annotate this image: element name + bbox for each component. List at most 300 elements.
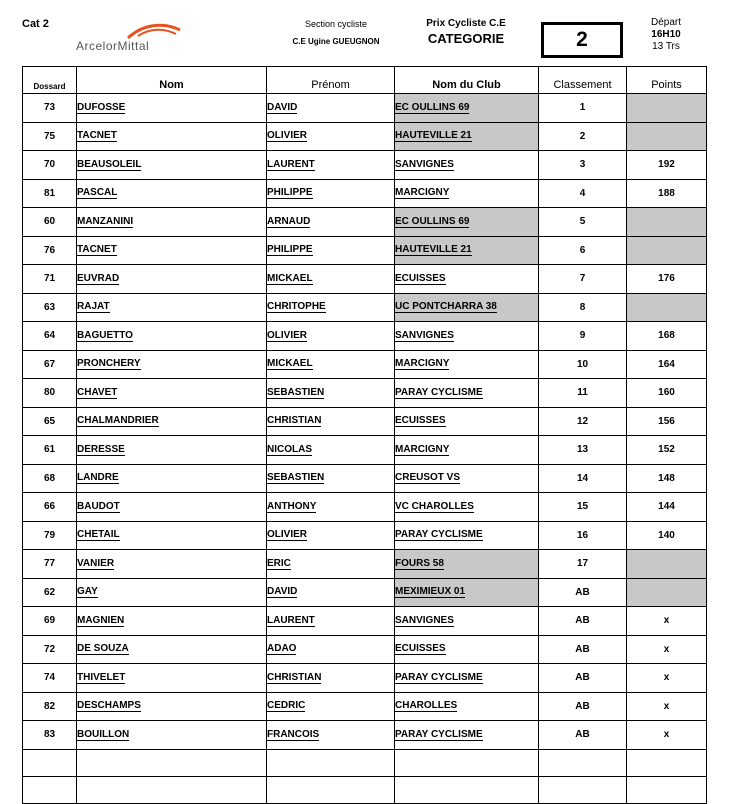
prenom-cell-text: NICOLAS xyxy=(267,443,312,455)
club-cell xyxy=(395,407,539,436)
dossard-cell-text: 61 xyxy=(43,444,56,456)
col-classement: Classement xyxy=(539,67,627,94)
nom-cell-text: DUFOSSE xyxy=(77,101,126,113)
classement-cell-text: AB xyxy=(575,672,590,684)
table-row xyxy=(23,151,707,180)
club-cell-text: ECUISSES xyxy=(395,272,446,284)
section-block xyxy=(286,18,386,48)
club-cell xyxy=(395,493,539,522)
prenom-cell xyxy=(267,322,395,351)
classement-cell-text: AB xyxy=(575,700,590,712)
nom-cell xyxy=(77,578,267,607)
points-cell xyxy=(627,635,707,664)
empty-cell xyxy=(627,749,707,776)
prenom-cell-text: MICKAEL xyxy=(267,358,313,370)
prenom-cell-text: ADAO xyxy=(267,643,297,655)
nom-cell-text: VANIER xyxy=(77,557,115,569)
dossard-cell xyxy=(23,322,77,351)
club-cell xyxy=(395,208,539,237)
prenom-cell xyxy=(267,721,395,750)
dossard-cell xyxy=(23,464,77,493)
empty-cell xyxy=(627,776,707,803)
results-table xyxy=(22,66,707,804)
points-cell xyxy=(627,94,707,123)
points-cell xyxy=(627,692,707,721)
classement-cell-text: AB xyxy=(575,643,590,655)
club-cell-text: CREUSOT VS xyxy=(395,472,461,484)
table-row xyxy=(23,664,707,693)
club-cell xyxy=(395,664,539,693)
empty-cell xyxy=(539,776,627,803)
nom-cell-text: CHALMANDRIER xyxy=(77,415,159,427)
points-cell xyxy=(627,464,707,493)
logo-text: ArcelorMittal xyxy=(76,39,150,53)
dossard-cell xyxy=(23,350,77,379)
table-row xyxy=(23,550,707,579)
classement-cell-text: 4 xyxy=(579,187,586,199)
classement-cell-text: AB xyxy=(575,586,590,598)
col-dossard: Dossard xyxy=(23,67,77,94)
prenom-cell-text: OLIVIER xyxy=(267,130,308,142)
nom-cell xyxy=(77,692,267,721)
club-cell-text: ECUISSES xyxy=(395,643,446,655)
classement-cell xyxy=(539,322,627,351)
dossard-cell xyxy=(23,293,77,322)
table-row xyxy=(23,692,707,721)
dossard-cell xyxy=(23,664,77,693)
prix-block xyxy=(404,18,528,45)
points-cell-text: x xyxy=(663,643,670,655)
dossard-cell-text: 71 xyxy=(43,273,56,285)
dossard-cell xyxy=(23,151,77,180)
empty-row xyxy=(23,776,707,803)
nom-cell-text: RAJAT xyxy=(77,301,110,313)
points-cell-text: x xyxy=(663,672,670,684)
club-cell xyxy=(395,293,539,322)
club-cell-text: PARAY CYCLISME xyxy=(395,728,483,740)
club-cell-text: SANVIGNES xyxy=(395,329,454,341)
dossard-cell-text: 80 xyxy=(43,387,56,399)
classement-cell xyxy=(539,521,627,550)
dossard-cell-text: 72 xyxy=(43,643,56,655)
nom-cell-text: DESCHAMPS xyxy=(77,700,141,712)
empty-cell xyxy=(23,749,77,776)
dossard-cell-text: 62 xyxy=(43,586,56,598)
nom-cell xyxy=(77,521,267,550)
col-nom: Nom xyxy=(77,67,267,94)
prenom-cell xyxy=(267,122,395,151)
nom-cell xyxy=(77,436,267,465)
classement-cell xyxy=(539,721,627,750)
dossard-cell-text: 69 xyxy=(43,615,56,627)
classement-cell-text: 12 xyxy=(576,415,589,427)
prenom-cell-text: PHILIPPE xyxy=(267,187,313,199)
points-cell xyxy=(627,493,707,522)
nom-cell-text: MAGNIEN xyxy=(77,614,125,626)
dossard-cell-text: 82 xyxy=(43,700,56,712)
nom-cell xyxy=(77,122,267,151)
prenom-cell xyxy=(267,635,395,664)
points-cell xyxy=(627,436,707,465)
points-cell-text: x xyxy=(663,615,670,627)
col-points: Points xyxy=(627,67,707,94)
dossard-cell-text: 63 xyxy=(43,301,56,313)
prenom-cell xyxy=(267,379,395,408)
prenom-cell xyxy=(267,464,395,493)
classement-cell-text: 15 xyxy=(576,501,589,513)
classement-cell-text: 7 xyxy=(579,273,586,285)
classement-cell xyxy=(539,379,627,408)
empty-cell xyxy=(395,749,539,776)
dossard-cell-text: 77 xyxy=(43,558,56,570)
club-cell-text: UC PONTCHARRA 38 xyxy=(395,301,497,313)
classement-cell xyxy=(539,208,627,237)
nom-cell xyxy=(77,208,267,237)
club-cell xyxy=(395,550,539,579)
dossard-cell xyxy=(23,721,77,750)
classement-cell-text: 1 xyxy=(579,102,586,114)
points-cell xyxy=(627,179,707,208)
prenom-cell xyxy=(267,692,395,721)
points-cell xyxy=(627,293,707,322)
prenom-cell xyxy=(267,664,395,693)
points-cell-text: 160 xyxy=(658,387,675,399)
prenom-cell xyxy=(267,293,395,322)
points-cell-text: 152 xyxy=(658,444,675,456)
club-cell xyxy=(395,350,539,379)
empty-cell xyxy=(77,749,267,776)
prenom-cell xyxy=(267,521,395,550)
dossard-cell-text: 76 xyxy=(43,244,56,256)
points-cell xyxy=(627,721,707,750)
depart-label: Départ xyxy=(650,17,681,28)
points-cell xyxy=(627,550,707,579)
table-row xyxy=(23,607,707,636)
points-cell xyxy=(627,151,707,180)
points-cell-text: 148 xyxy=(658,472,675,484)
depart-laps: 13 Trs xyxy=(652,41,680,52)
table-row xyxy=(23,265,707,294)
club-cell xyxy=(395,521,539,550)
dossard-cell xyxy=(23,407,77,436)
classement-cell-text: 13 xyxy=(576,444,589,456)
club-cell-text: MEXIMIEUX 01 xyxy=(395,586,466,598)
nom-cell xyxy=(77,407,267,436)
prenom-cell xyxy=(267,607,395,636)
dossard-cell xyxy=(23,236,77,265)
points-cell xyxy=(627,236,707,265)
club-cell-text: PARAY CYCLISME xyxy=(395,671,483,683)
classement-cell xyxy=(539,692,627,721)
table-row xyxy=(23,236,707,265)
nom-cell-text: GAY xyxy=(77,586,98,598)
dossard-cell-text: 70 xyxy=(43,159,56,171)
club-cell xyxy=(395,322,539,351)
nom-cell-text: BOUILLON xyxy=(77,728,130,740)
nom-cell-text: PRONCHERY xyxy=(77,358,141,370)
table-body xyxy=(23,94,707,750)
prenom-cell-text: CHRISTIAN xyxy=(267,415,322,427)
points-cell-text: 176 xyxy=(658,273,675,285)
table-row xyxy=(23,122,707,151)
table-row xyxy=(23,407,707,436)
table-row xyxy=(23,94,707,123)
nom-cell-text: DERESSE xyxy=(77,443,125,455)
classement-cell-text: AB xyxy=(575,729,590,741)
points-cell xyxy=(627,407,707,436)
club-cell-text: EC OULLINS 69 xyxy=(395,101,470,113)
nom-cell xyxy=(77,464,267,493)
nom-cell xyxy=(77,293,267,322)
club-cell xyxy=(395,236,539,265)
nom-cell xyxy=(77,179,267,208)
prenom-cell-text: PHILIPPE xyxy=(267,244,313,256)
club-cell-text: MARCIGNY xyxy=(395,358,450,370)
classement-cell-text: 2 xyxy=(579,130,586,142)
points-cell xyxy=(627,322,707,351)
table-row xyxy=(23,635,707,664)
classement-cell xyxy=(539,293,627,322)
table-row xyxy=(23,436,707,465)
classement-cell xyxy=(539,122,627,151)
prenom-cell-text: CHRITOPHE xyxy=(267,301,326,313)
nom-cell xyxy=(77,151,267,180)
dossard-cell-text: 83 xyxy=(43,729,56,741)
classement-cell-text: 17 xyxy=(576,558,589,570)
club-cell xyxy=(395,607,539,636)
club-cell-text: SANVIGNES xyxy=(395,614,454,626)
prenom-cell xyxy=(267,208,395,237)
club-cell xyxy=(395,721,539,750)
club-cell-text: HAUTEVILLE 21 xyxy=(395,244,472,256)
dossard-cell xyxy=(23,436,77,465)
prenom-cell xyxy=(267,550,395,579)
prenom-cell-text: LAURENT xyxy=(267,158,315,170)
points-cell-text: 164 xyxy=(658,358,675,370)
prix-title: Prix Cycliste C.E xyxy=(426,18,506,29)
dossard-cell-text: 65 xyxy=(43,415,56,427)
classement-cell-text: 16 xyxy=(576,529,589,541)
empty-cell xyxy=(267,776,395,803)
club-cell xyxy=(395,265,539,294)
nom-cell-text: EUVRAD xyxy=(77,272,120,284)
club-cell-text: PARAY CYCLISME xyxy=(395,386,483,398)
nom-cell xyxy=(77,493,267,522)
nom-cell xyxy=(77,664,267,693)
categorie-title: CATEGORIE xyxy=(427,31,505,46)
empty-cell xyxy=(77,776,267,803)
dossard-cell xyxy=(23,208,77,237)
classement-cell-text: AB xyxy=(575,615,590,627)
points-cell-text: 140 xyxy=(658,529,675,541)
points-cell xyxy=(627,664,707,693)
prenom-cell-text: SEBASTIEN xyxy=(267,386,325,398)
club-cell-text: FOURS 58 xyxy=(395,557,444,569)
dossard-cell-text: 64 xyxy=(43,330,56,342)
dossard-cell-text: 75 xyxy=(43,130,56,142)
nom-cell xyxy=(77,265,267,294)
classement-cell-text: 5 xyxy=(579,216,586,228)
table-row xyxy=(23,521,707,550)
table-header-row xyxy=(23,67,707,94)
club-cell-text: PARAY CYCLISME xyxy=(395,529,483,541)
depart-block xyxy=(638,17,694,53)
empty-cell xyxy=(539,749,627,776)
dossard-cell xyxy=(23,635,77,664)
nom-cell xyxy=(77,550,267,579)
table-row xyxy=(23,379,707,408)
nom-cell-text: MANZANINI xyxy=(77,215,134,227)
nom-cell xyxy=(77,236,267,265)
prenom-cell-text: DAVID xyxy=(267,586,298,598)
table-row xyxy=(23,350,707,379)
points-cell-text: x xyxy=(663,700,670,712)
club-cell-text: HAUTEVILLE 21 xyxy=(395,130,472,142)
classement-cell-text: 10 xyxy=(576,358,589,370)
empty-cell xyxy=(395,776,539,803)
club-cell xyxy=(395,436,539,465)
dossard-cell xyxy=(23,607,77,636)
nom-cell xyxy=(77,607,267,636)
arcelormittal-logo xyxy=(68,22,188,52)
nom-cell xyxy=(77,322,267,351)
nom-cell-text: PASCAL xyxy=(77,187,118,199)
classement-cell xyxy=(539,578,627,607)
table-row xyxy=(23,493,707,522)
dossard-cell xyxy=(23,578,77,607)
prenom-cell xyxy=(267,94,395,123)
nom-cell xyxy=(77,379,267,408)
dossard-cell xyxy=(23,379,77,408)
table-row xyxy=(23,179,707,208)
nom-cell-text: CHETAIL xyxy=(77,529,120,541)
nom-cell-text: CHAVET xyxy=(77,386,118,398)
prenom-cell xyxy=(267,493,395,522)
empty-cell xyxy=(23,776,77,803)
dossard-cell-text: 60 xyxy=(43,216,56,228)
dossard-cell-text: 73 xyxy=(43,102,56,114)
prenom-cell xyxy=(267,578,395,607)
classement-cell xyxy=(539,265,627,294)
club-cell xyxy=(395,379,539,408)
nom-cell-text: BEAUSOLEIL xyxy=(77,158,142,170)
col-club: Nom du Club xyxy=(395,67,539,94)
nom-cell-text: THIVELET xyxy=(77,671,126,683)
dossard-cell-text: 68 xyxy=(43,472,56,484)
nom-cell-text: BAUDOT xyxy=(77,500,120,512)
classement-cell-text: 14 xyxy=(576,472,589,484)
points-cell-text: 188 xyxy=(658,187,675,199)
points-cell xyxy=(627,122,707,151)
club-cell xyxy=(395,578,539,607)
dossard-cell-text: 67 xyxy=(43,358,56,370)
nom-cell xyxy=(77,350,267,379)
points-cell-text: 144 xyxy=(658,501,675,513)
club-cell xyxy=(395,179,539,208)
prenom-cell-text: CHRISTIAN xyxy=(267,671,322,683)
table-row xyxy=(23,464,707,493)
club-cell-text: SANVIGNES xyxy=(395,158,454,170)
classement-cell xyxy=(539,464,627,493)
nom-cell-text: DE SOUZA xyxy=(77,643,129,655)
prenom-cell-text: FRANCOIS xyxy=(267,728,320,740)
prenom-cell xyxy=(267,151,395,180)
points-cell xyxy=(627,265,707,294)
prenom-cell-text: MICKAEL xyxy=(267,272,313,284)
points-cell xyxy=(627,578,707,607)
points-cell xyxy=(627,607,707,636)
nom-cell xyxy=(77,721,267,750)
club-cell-text: ECUISSES xyxy=(395,415,446,427)
club-cell xyxy=(395,151,539,180)
dossard-cell xyxy=(23,692,77,721)
nom-cell xyxy=(77,635,267,664)
points-cell-text: x xyxy=(663,729,670,741)
classement-cell xyxy=(539,94,627,123)
classement-cell xyxy=(539,151,627,180)
club-cell xyxy=(395,94,539,123)
prenom-cell xyxy=(267,407,395,436)
nom-cell xyxy=(77,94,267,123)
table-row xyxy=(23,208,707,237)
col-prenom: Prénom xyxy=(267,67,395,94)
category-label: Cat 2 xyxy=(22,18,49,30)
prenom-cell xyxy=(267,236,395,265)
points-cell-text: 168 xyxy=(658,330,675,342)
classement-cell xyxy=(539,493,627,522)
classement-cell xyxy=(539,607,627,636)
dossard-cell-text: 74 xyxy=(43,672,56,684)
classement-cell-text: 8 xyxy=(579,301,586,313)
dossard-cell xyxy=(23,265,77,294)
prenom-cell-text: ERIC xyxy=(267,557,291,569)
nom-cell-text: TACNET xyxy=(77,130,117,142)
dossard-cell xyxy=(23,94,77,123)
prenom-cell-text: ANTHONY xyxy=(267,500,317,512)
points-cell xyxy=(627,379,707,408)
points-cell xyxy=(627,350,707,379)
depart-time: 16H10 xyxy=(651,29,681,40)
dossard-cell xyxy=(23,493,77,522)
nom-cell-text: BAGUETTO xyxy=(77,329,133,341)
prenom-cell xyxy=(267,436,395,465)
category-number-box: 2 xyxy=(541,22,623,58)
dossard-cell-text: 79 xyxy=(43,529,56,541)
prenom-cell-text: SEBASTIEN xyxy=(267,472,325,484)
prenom-cell xyxy=(267,350,395,379)
prenom-cell-text: ARNAUD xyxy=(267,215,311,227)
club-cell-text: MARCIGNY xyxy=(395,443,450,455)
prenom-cell xyxy=(267,265,395,294)
points-cell-text: 192 xyxy=(658,159,675,171)
dossard-cell xyxy=(23,179,77,208)
club-cell xyxy=(395,464,539,493)
prenom-cell-text: OLIVIER xyxy=(267,529,308,541)
classement-cell xyxy=(539,407,627,436)
section-subtitle: C.E Ugine GUEUGNON xyxy=(292,37,380,46)
classement-cell xyxy=(539,436,627,465)
classement-cell-text: 9 xyxy=(579,330,586,342)
table-row xyxy=(23,322,707,351)
points-cell xyxy=(627,521,707,550)
prenom-cell xyxy=(267,179,395,208)
classement-cell xyxy=(539,664,627,693)
club-cell-text: CHAROLLES xyxy=(395,700,458,712)
prenom-cell-text: LAURENT xyxy=(267,614,315,626)
table-row xyxy=(23,293,707,322)
nom-cell-text: LANDRE xyxy=(77,472,119,484)
prenom-cell-text: DAVID xyxy=(267,101,298,113)
